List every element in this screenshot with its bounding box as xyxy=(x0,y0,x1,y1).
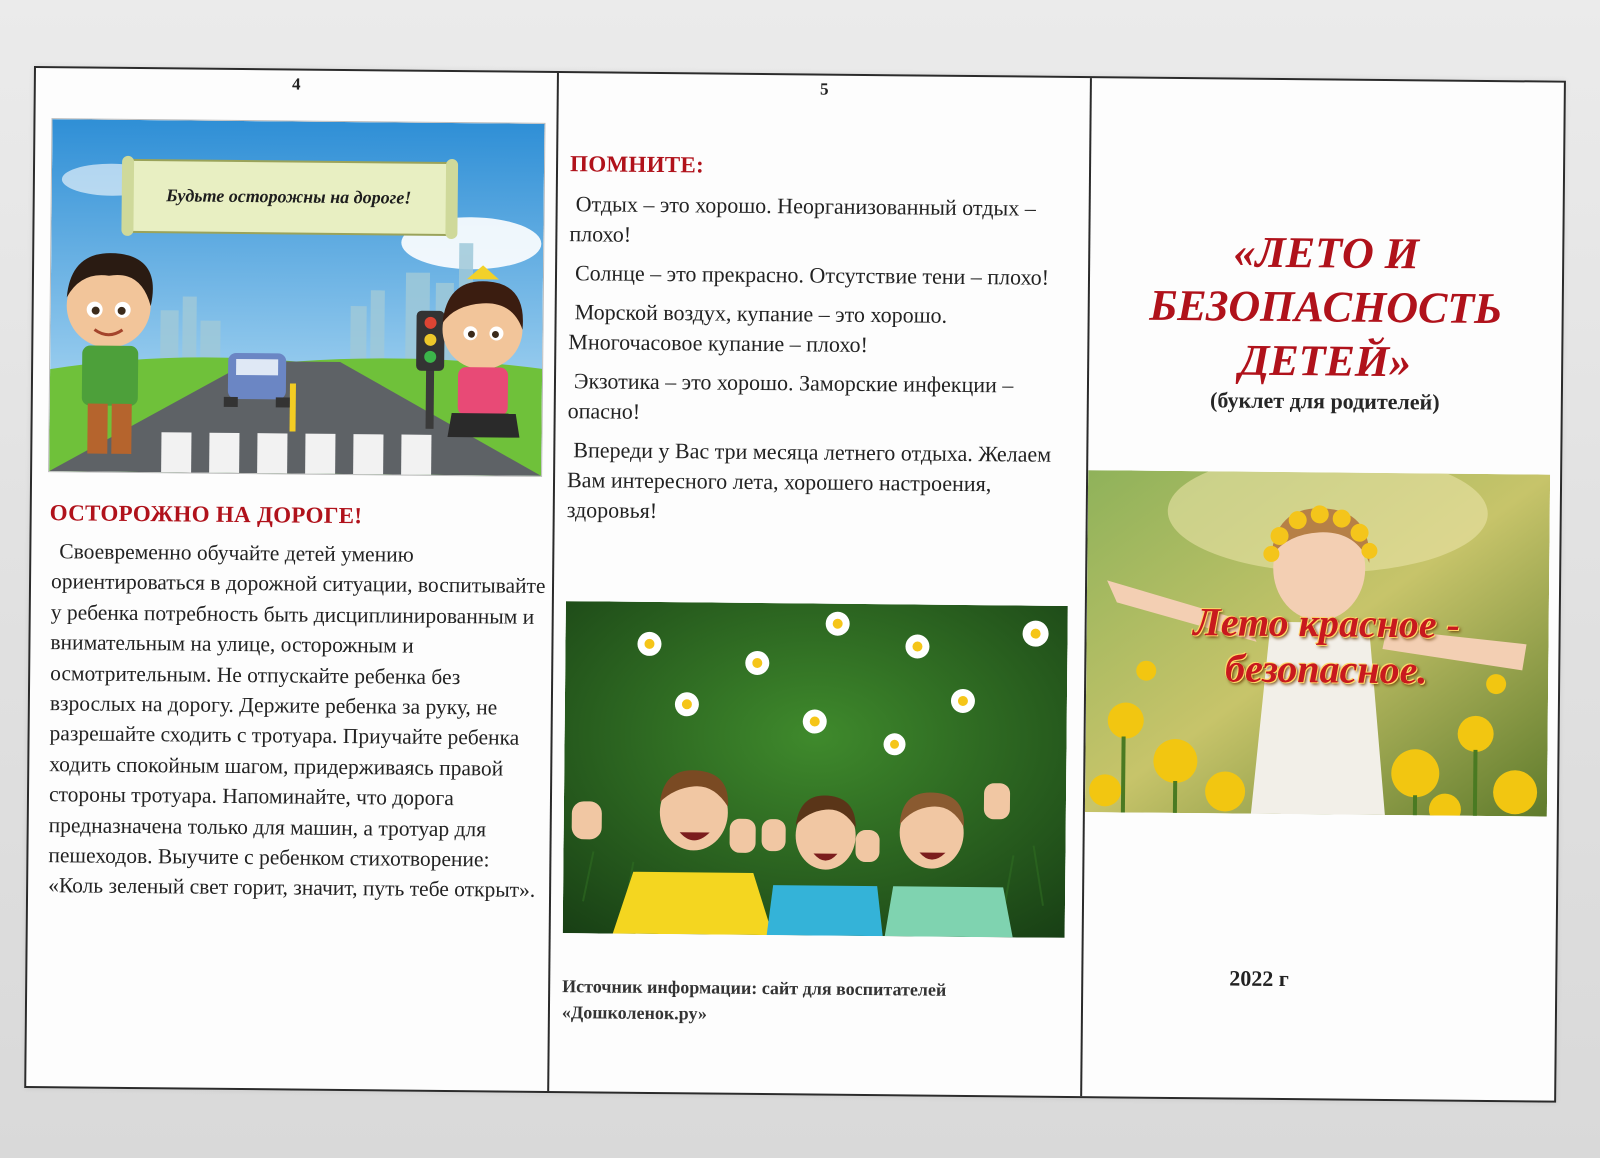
remember-list xyxy=(567,189,1082,539)
booklet-title: «ЛЕТО И БЕЗОПАСНОСТЬ ДЕТЕЙ» xyxy=(1149,227,1503,387)
kids-photo-image xyxy=(563,601,1068,938)
road-safety-illustration xyxy=(48,118,545,477)
panel-middle xyxy=(549,73,1092,1096)
booklet-year: 2022 г xyxy=(1229,965,1289,992)
booklet-grid xyxy=(24,66,1566,1103)
summer-caption: Лето красное - безопасное. xyxy=(1193,599,1461,693)
remember-paragraph: Морской воздух, купание – это хорошо. Многочасовое купание – плохо! xyxy=(568,299,948,358)
page-number: 5 xyxy=(819,79,829,99)
remember-paragraph: Экзотика – это хорошо. Заморские инфекции – опасно! xyxy=(567,368,1014,424)
kids-in-grass-photo xyxy=(563,601,1068,938)
remember-paragraph: Отдых – это хорошо. Неорганизованный отдых – плохо! xyxy=(569,191,1036,247)
remember-heading: ПОМНИТЕ: xyxy=(569,151,705,178)
road-banner-text: Будьте осторожны на дороге! xyxy=(166,184,412,208)
booklet-subtitle: (буклет для родителей) xyxy=(1209,387,1440,415)
wishes-paragraph: Впереди у Вас три месяца летнего отдыха. Желаем Вам интересного лета, хорошего настроения, здоровья! xyxy=(566,437,1052,524)
panel-left xyxy=(26,68,559,1091)
road-safety-text: Своевременно обучайте детей умению ориентироваться в дорожной ситуации, воспитывайте у ребенка потребность быть дисциплинированным и внимательным на улице, осторожным и осмотрительным. Не отпускайте ребенка без взрослых на дорогу. Держите ребенка за руку, не разрешайте сходить с тротуара. Приучайте ребенка ходить спокойным шагом, придерживаясь правой стороны тротуара. Напоминайте, что дорога предназначена только для машин, а тротуар для пешеходов. Выучите с ребенком стихотворение: «Коль зеленый свет горит, значит, путь тебе открыт». xyxy=(48,539,546,903)
summer-girl-photo xyxy=(1085,470,1550,816)
info-source: Источник информации: сайт для воспитателей «Дошколенок.ру» xyxy=(561,976,947,1024)
panel-right-cover xyxy=(1082,78,1564,1100)
remember-paragraph: Солнце – это прекрасно. Отсутствие тени – плохо! xyxy=(574,260,1050,290)
booklet-sheet xyxy=(24,66,1566,1103)
page-number: 4 xyxy=(291,74,301,94)
road-safety-heading: ОСТОРОЖНО НА ДОРОГЕ! xyxy=(49,500,363,529)
